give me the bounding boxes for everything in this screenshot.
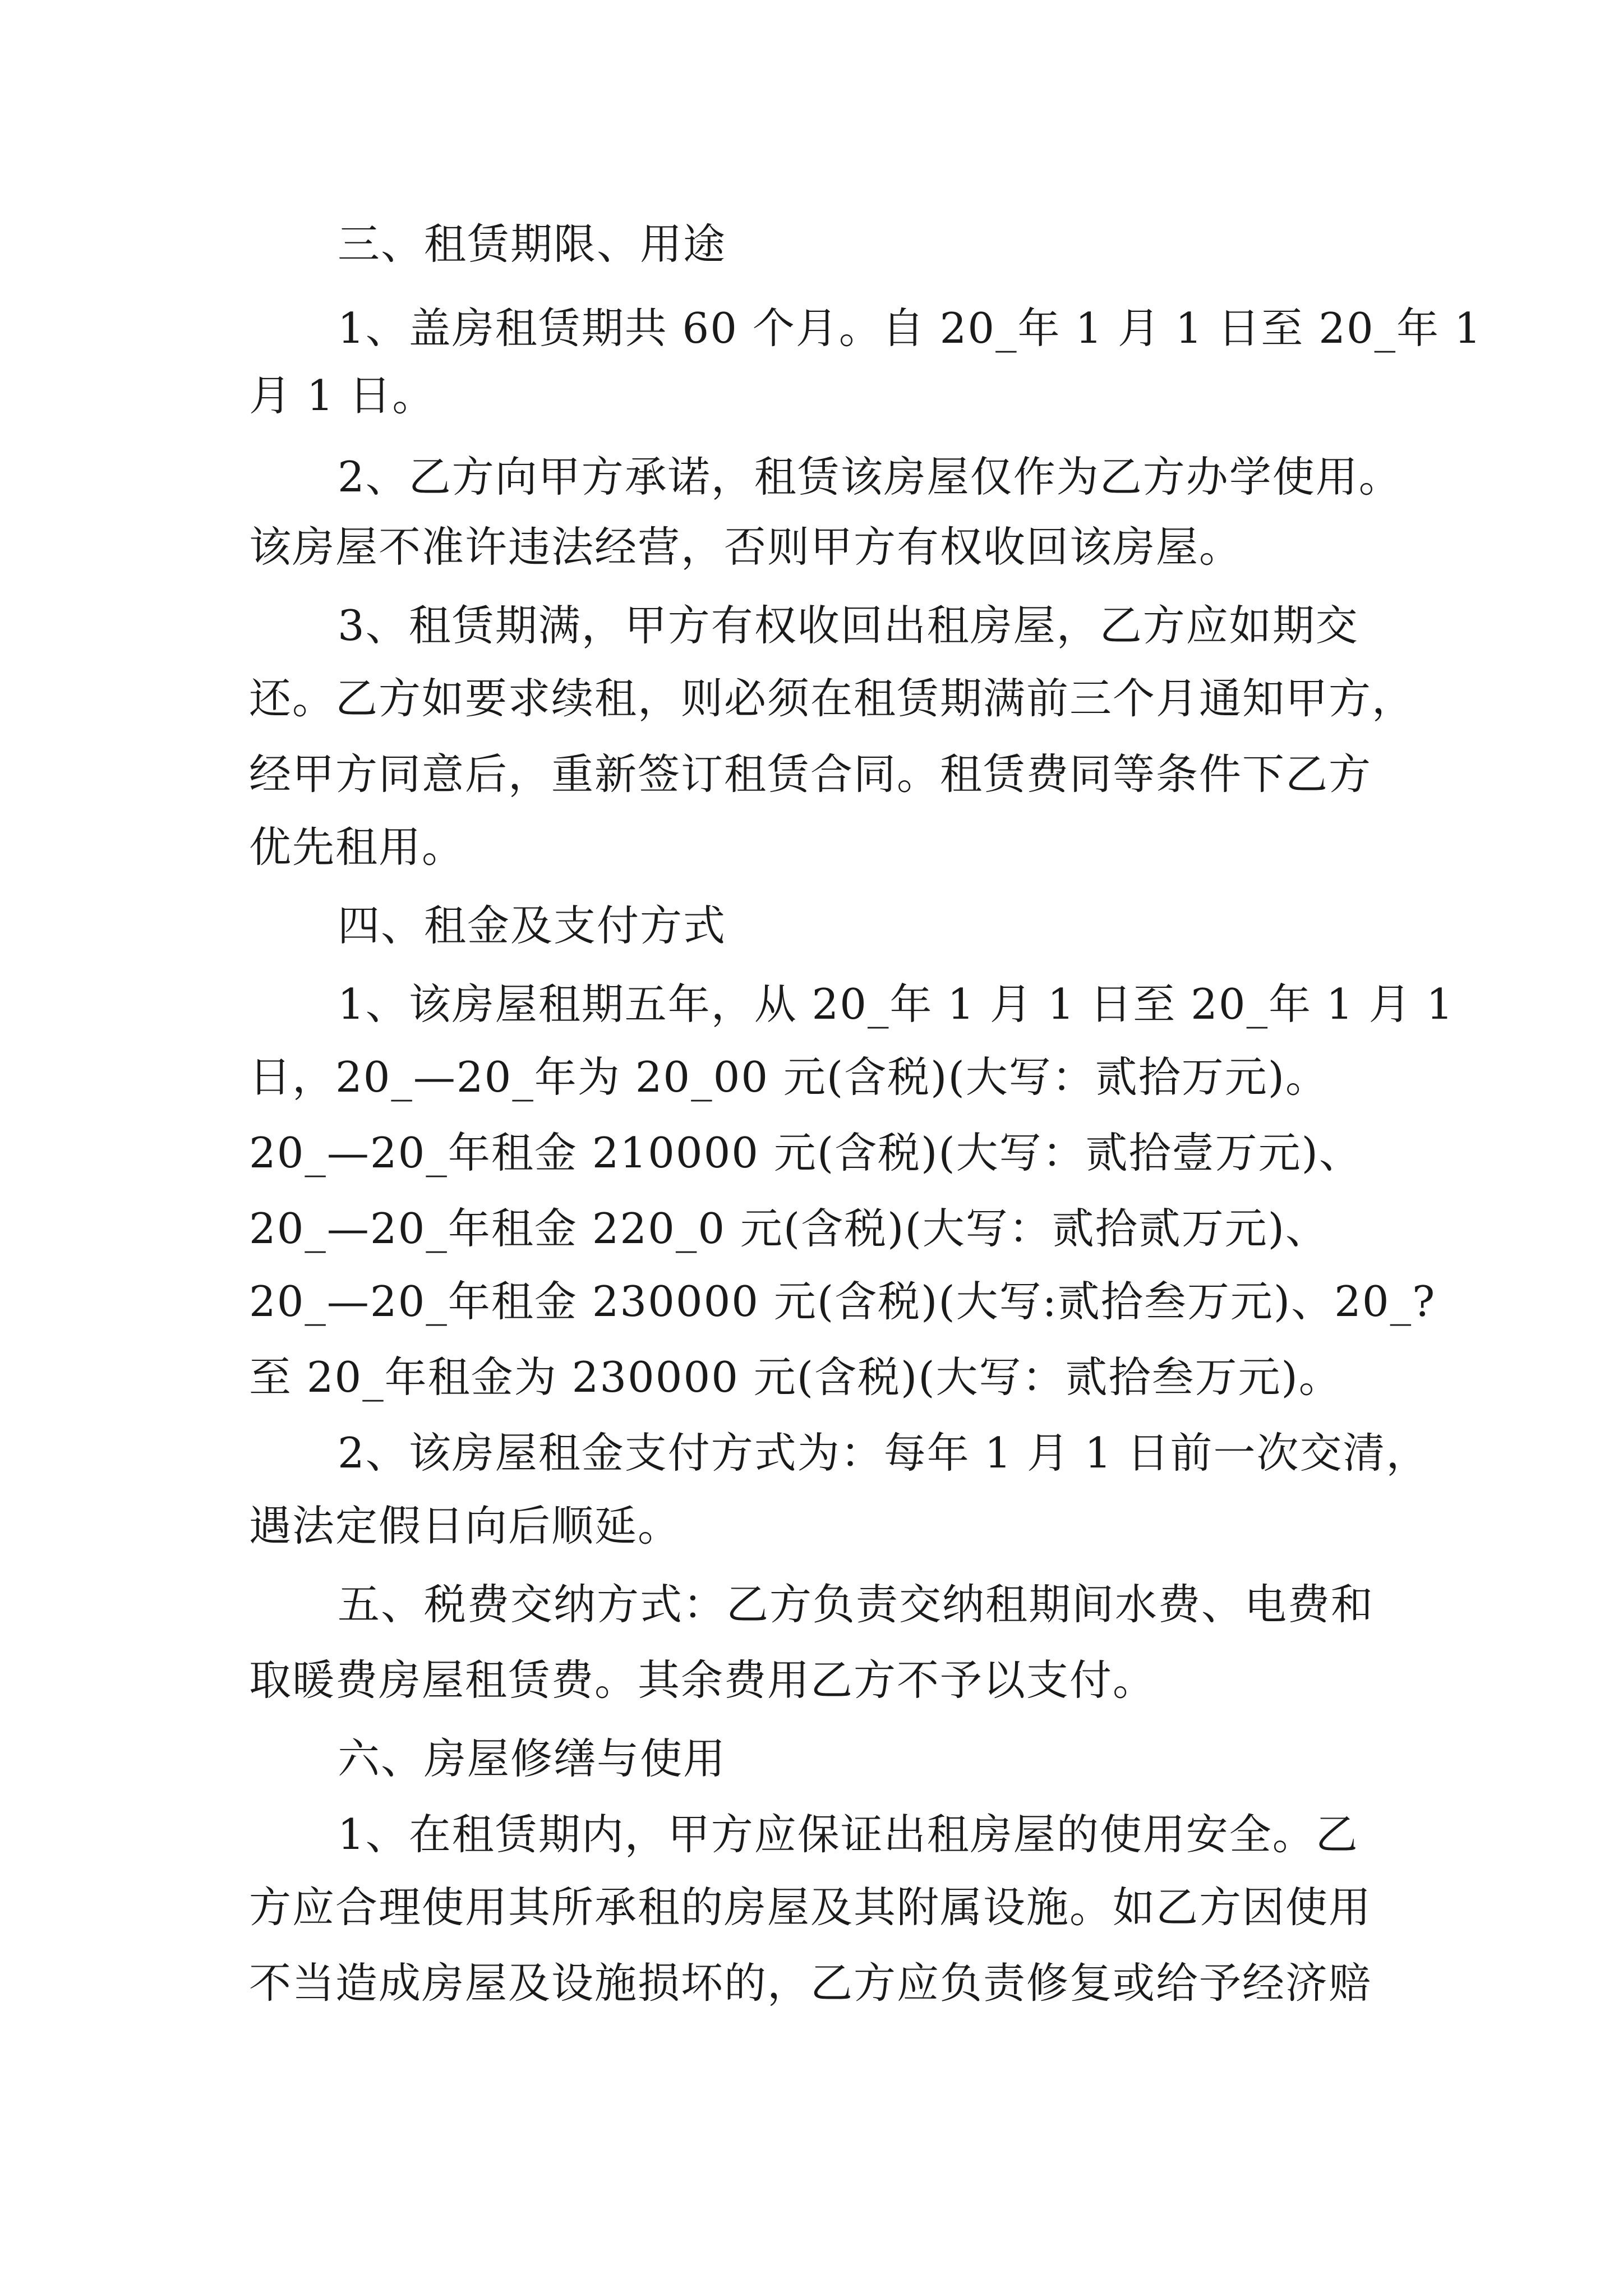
paragraph-line: 遇法定假日向后顺延。 bbox=[249, 1501, 681, 1550]
paragraph-line: 20_—20_年租金 230000 元(含税)(大写:贰拾叁万元)、20_? bbox=[249, 1277, 1436, 1326]
paragraph-line: 20_—20_年租金 220_0 元(含税)(大写：贰拾贰万元)、 bbox=[249, 1204, 1329, 1253]
section-heading: 五、税费交纳方式：乙方负责交纳租期间水费、电费和 bbox=[338, 1580, 1375, 1629]
paragraph-line: 不当造成房屋及设施损坏的，乙方应负责修复或给予经济赔 bbox=[249, 1958, 1372, 2008]
paragraph-line: 该房屋不准许违法经营，否则甲方有权收回该房屋。 bbox=[249, 522, 1243, 572]
paragraph-line: 日，20_—20_年为 20_00 元(含税)(大写：贰拾万元)。 bbox=[249, 1052, 1329, 1102]
paragraph-line: 1、在租赁期内，甲方应保证出租房屋的使用安全。乙 bbox=[338, 1810, 1359, 1859]
paragraph-line: 2、该房屋租金支付方式为：每年 1 月 1 日前一次交清， bbox=[338, 1428, 1430, 1478]
paragraph-line: 2、乙方向甲方承诺，租赁该房屋仅作为乙方办学使用。 bbox=[338, 452, 1402, 501]
paragraph-line: 还。乙方如要求续租，则必须在租赁期满前三个月通知甲方， bbox=[249, 674, 1415, 723]
paragraph-line: 1、盖房租赁期共 60 个月。自 20_年 1 月 1 日至 20_年 1 bbox=[338, 303, 1482, 353]
paragraph-line: 经甲方同意后，重新签订租赁合同。租赁费同等条件下乙方 bbox=[249, 749, 1372, 799]
paragraph-line: 月 1 日。 bbox=[249, 371, 436, 420]
paragraph-line: 1、该房屋租期五年，从 20_年 1 月 1 日至 20_年 1 月 1 bbox=[338, 979, 1455, 1029]
section-heading: 三、租赁期限、用途 bbox=[338, 219, 727, 269]
section-heading: 六、房屋修缮与使用 bbox=[338, 1734, 727, 1783]
paragraph-line: 取暖费房屋租赁费。其余费用乙方不予以支付。 bbox=[249, 1655, 1156, 1705]
paragraph-line: 至 20_年租金为 230000 元(含税)(大写：贰拾叁万元)。 bbox=[249, 1352, 1342, 1402]
section-heading: 四、租金及支付方式 bbox=[338, 901, 727, 950]
paragraph-line: 3、租赁期满，甲方有权收回出租房屋，乙方应如期交 bbox=[338, 601, 1359, 650]
paragraph-line: 优先租用。 bbox=[249, 822, 465, 872]
paragraph-line: 20_—20_年租金 210000 元(含税)(大写：贰拾壹万元)、 bbox=[249, 1128, 1362, 1177]
paragraph-line: 方应合理使用其所承租的房屋及其附属设施。如乙方因使用 bbox=[249, 1883, 1372, 1932]
